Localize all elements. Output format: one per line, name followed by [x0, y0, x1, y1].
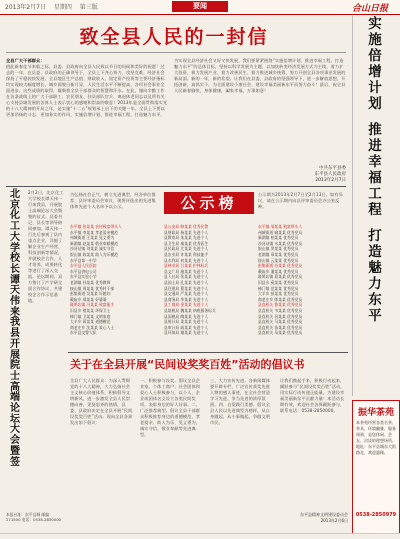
top-bar	[0, 0, 400, 15]
slogan-char: 施	[368, 32, 382, 48]
section-label: 要闻	[172, 1, 228, 12]
honor-roll-entry: 县直机关 昌某某 优秀党员	[258, 313, 303, 319]
headline-char: 校	[10, 253, 20, 265]
proposal-signatory: 东平县精神文明建设委员会	[300, 512, 348, 517]
honor-roll-entry: 银山镇 陈某某 助人为乐模范	[70, 251, 118, 257]
headline-char: 坛	[10, 413, 20, 425]
proposal-signature	[286, 512, 348, 523]
slogan-char: 东	[368, 292, 382, 308]
headline-char: 工	[10, 221, 20, 233]
headline-char: 来	[10, 306, 20, 318]
divider	[68, 352, 348, 353]
honor-roll-intro: 为弘扬社会正气，树立先进典型，经各单位推荐、县评审委员会审议，现将评选出的先进集体和先进个人名单予以公示。	[70, 192, 156, 209]
honor-roll	[70, 192, 348, 350]
slogan-2	[353, 122, 397, 218]
honor-roll-entry: 沙河站镇 刘某某 诚实守信	[70, 246, 115, 252]
honor-roll-entry: 县环保局 谢某某 先进个人	[164, 330, 209, 336]
headline-char: 端	[10, 392, 20, 404]
slogan-char: 打	[368, 228, 382, 244]
signatory-party: 中共东平县委	[319, 166, 346, 171]
slogan-char: 工	[368, 186, 382, 202]
slogan-char: 划	[368, 96, 382, 112]
headline-char: 会	[10, 435, 20, 447]
headline-char: 学	[10, 242, 20, 254]
honor-roll-column-3	[258, 224, 348, 350]
honor-roll-entry: 县财政局 杨某某 先进个人	[164, 229, 209, 235]
honor-roll-entry: 县直机关 马某某 优秀党员	[258, 319, 303, 325]
letter-title: 致全县人民的一封信	[79, 26, 269, 48]
letter-text-left: 值此新春佳节来临之际，县委、县政府向全县人民致以节日的问候和美好的祝愿！过去的一年，在县委、县政府的正确领导下，全县上下齐心协力，攻坚克难，经济社会保持了平稳较快发展。全县地区生产总值、财政收入、固定资产投资等主要经济指标均实现较大幅度增长，城乡面貌日新月异，人民生活水平不断提高，各项社会事业全面进步。这些成绩的取得，凝聚着全县干部群众的智慧和汗水。在此，谨向辛勤工作在各条战线上的广大干部职工、农民朋友、驻县部队官兵、离退休老同志以及所有关心支持县域发展的各界人士表示衷心的感谢和崇高的敬意！2013年是全面贯彻落实党的十八大精神的开局之年，是实施“十二五”规划承上启下的关键一年。全县上下要以更加昂扬的斗志、更加务实的作风，实施倍增计划，推进幸福工程，打造魅力东平。	[6, 64, 168, 117]
honor-roll-entry: 东平县人民医院	[70, 263, 97, 269]
headline-char: 大	[10, 231, 20, 243]
proposal-column-1: 全县广大人民群众：为深入贯彻党的十八大精神，大力弘扬社会主义核心价值体系，积极倡导文明新风，进一步激发全县人民崇德向善、见贤思齐的热情，县委、县政府决定在全县开展“民间设奖奖百姓”活动。现向全县各界发出如下倡议：	[70, 378, 133, 425]
honor-roll-entry: 新湖镇 柏某某 优秀党员	[258, 235, 299, 241]
slogan-char: 推	[368, 122, 382, 138]
side-news-headline	[8, 190, 22, 470]
honor-roll-entry: 州城街道 王某某 见义勇为	[70, 235, 115, 241]
honor-roll-entry: 县国税局 陶某某 先进个人	[164, 313, 209, 319]
honor-roll-entry: 彭集街道 吴某某 好媳妇	[70, 291, 111, 297]
honor-roll-entry: 新湖镇 赵某某 敬业奉献模范	[70, 240, 118, 246]
honor-roll-entry: 县住建局 曹某某 先进个人	[164, 285, 209, 291]
honor-roll-entry: 县直机关 凤某某 优秀党员	[258, 330, 303, 336]
slogan-char: 倍	[368, 48, 382, 64]
honor-roll-entry: 商老庄乡 沈某某 爱心人士	[70, 324, 115, 330]
honor-roll-entry: 县直机关 鲁某某 优秀党员	[258, 302, 303, 308]
slogan-char: 程	[368, 202, 382, 218]
honor-roll-entry: 东平镇 张某某 农村致富带头人	[70, 224, 122, 229]
slogan-char: 平	[368, 308, 382, 324]
imprint: 本报社址：东平县城 邮编：271500 电话：0538-2850000	[6, 512, 62, 522]
slogan-char: 进	[368, 138, 382, 154]
honor-roll-entry: 老湖镇 章某某 优秀党员	[258, 251, 299, 257]
side-news-text: 2月2日，北京化工大学校长谭天伟一行来我县，开展院士高端论坛大会暨签约仪式。县委书记、县长等领导陪同参加。谭天伟一行先后参观了县内重点企业，详细了解企业生产经营、科技创新等情况，并就校企合作、人才培养、成果转化等进行了深入交流。论坛期间，双方签订了产学研全面合作协议，共建校企合作示范基地。	[28, 190, 64, 303]
slogan-char: 实	[368, 16, 382, 32]
honor-roll-entry: 东平县实验小学	[70, 274, 97, 280]
honor-roll-entry: 县直机关 韦某某 优秀党员	[258, 307, 303, 313]
masthead-logo: 合山日报	[351, 4, 388, 14]
divider	[6, 186, 346, 187]
headline-char: 士	[10, 370, 20, 382]
headline-char: 院	[10, 360, 20, 372]
honor-roll-entry: 东平镇 李某某 孝老爱亲模范	[70, 229, 118, 235]
footer-rule	[0, 533, 400, 539]
headline-char: 签	[10, 456, 20, 468]
honor-roll-entry: 县林业局 吕某某 护林标兵	[164, 263, 209, 269]
headline-char: 暨	[10, 445, 20, 457]
headline-char: 展	[10, 349, 20, 361]
letter-body-right	[174, 58, 346, 166]
honor-roll-entry: 彭集街道 苏某某 优秀党员	[258, 263, 303, 269]
slogan-3	[353, 228, 397, 324]
honor-roll-entry: 县人社局 张某某 先进个人	[164, 274, 209, 280]
honor-roll-entry: 老湖镇 孙某某 优秀教师	[70, 279, 111, 285]
honor-roll-entry: 斑鸠店镇 冯某某 致富能手	[70, 302, 115, 308]
issue-info	[5, 2, 104, 11]
honor-roll-entry: 接山镇 云某某 优秀党员	[258, 257, 299, 263]
ad-title: 振华茶苑	[357, 408, 394, 418]
honor-roll-entry: 县工商局 金某某 先进个人	[164, 302, 209, 308]
slogan-char: 增	[368, 64, 382, 80]
honor-roll-entry: 斑鸠店镇 葛某某 优秀党员	[258, 274, 303, 280]
issue-weekday: 星期四	[53, 4, 72, 11]
honor-roll-entry: 县文广局 施某某 先进个人	[164, 268, 209, 274]
honor-roll-entry: 旧县乡 褚某某 环保卫士	[70, 307, 111, 313]
honor-roll-entry: 县农业局 许某某 科技能手	[164, 251, 209, 257]
honor-roll-entry: 县审计局 戚某某 先进个人	[164, 324, 209, 330]
proposal-date: 2013年2月6日	[320, 517, 348, 523]
ad-phone: 0538-2850979	[355, 512, 397, 518]
honor-roll-entry: 县水利局 何某某 先进个人	[164, 257, 209, 263]
honor-roll-entry: 梯门镇 卫某某 文明家庭	[70, 313, 111, 319]
honor-roll-entry: 县公安局 韩某某 优秀民警	[164, 224, 209, 229]
slogan-char: 福	[368, 170, 382, 186]
proposal-column-3: 三、大力宣传先进。各新闻媒体要开辟专栏，广泛宣传获奖先进人物的感人事迹，在全社会营造学习先进、争当先进的浓厚氛围。四、自觉践行美德。倡议全县人民以先进典型为榜样，从自身做起，从小事做起，争做文明市民。	[210, 378, 271, 425]
issue-page: 第三版	[79, 4, 98, 11]
headline-char: 我	[10, 317, 20, 329]
honor-roll-entry: 东平县第一中学	[70, 257, 97, 263]
letter-greeting: 全县广大干部群众：	[6, 58, 45, 63]
honor-roll-entry: 大羊乡 彭某某 优秀党员	[258, 291, 299, 297]
headline-char: 伟	[10, 296, 20, 308]
headline-char: 化	[10, 210, 20, 222]
headline-char: 长	[10, 263, 20, 275]
headline-char: 县	[10, 328, 20, 340]
honor-roll-entry: 接山镇 周某某 优秀村干部	[70, 285, 115, 291]
slogan-sidebar	[352, 16, 397, 396]
slogan-char: 力	[368, 276, 382, 292]
honor-roll-note: 公示期为2013年2月7日至2月13日。如有异议，请在公示期内向县评审委员会办公室反映。	[258, 192, 343, 209]
honor-roll-entry: 东平镇 邹某某 致富带头人	[258, 224, 303, 229]
honor-roll-entry: 银山镇 窦某某 优秀党员	[258, 246, 299, 252]
honor-roll-entry: 县交通局 严某某 先进个人	[164, 291, 209, 297]
headline-char: 高	[10, 381, 20, 393]
proposal-column-4: 让我们携起手来，积极行动起来，踊跃参与“民间设奖奖百姓”活动，用实际行动传递正能量，为建设幸福美丽新东平贡献力量！本活动长期有效，欢迎社会各界踊跃参与，联系电话：0538-2850000。	[280, 378, 345, 413]
side-news-body	[28, 190, 64, 490]
headline-char: 开	[10, 338, 20, 350]
honor-roll-entry: 县商务局 华某某 先进个人	[164, 296, 209, 302]
honor-roll-entry: 大羊乡 蒋某某 道德模范	[70, 319, 111, 325]
ad-body: 本茶苑经营各类名茶、茶具，环境幽雅，服务周到，是您休闲、会友、洽谈的理想场所。地址：东平县城东大街路北，欢迎惠顾。	[356, 420, 396, 455]
honor-roll-entry: 沙河站镇 水某某 优秀党员	[258, 240, 303, 246]
honor-roll-entry: 县地税局 魏某某 纳税服务标兵	[164, 307, 216, 313]
signatory-government: 东平县人民政府	[314, 172, 346, 177]
headline-char: 大	[10, 424, 20, 436]
headline-char: 谭	[10, 274, 20, 286]
headline-char: 论	[10, 403, 20, 415]
honor-roll-entry: 戴庙乡 潘某某 优秀党员	[258, 268, 299, 274]
slogan-char: 幸	[368, 154, 382, 170]
headline-char: 天	[10, 285, 20, 297]
slogan-char: 计	[368, 80, 382, 96]
honor-roll-entry: 县国土局 孔某某 先进个人	[164, 279, 209, 285]
honor-roll-entry: 东平县交警大队	[70, 330, 97, 336]
honor-roll-entry: 戴庙乡 郑某某 好婆婆	[70, 296, 107, 302]
honor-roll-entry: 东平县供电公司	[70, 268, 97, 274]
honor-roll-entry: 县民政局 尤某某 先进个人	[164, 246, 209, 252]
honor-roll-column-1	[70, 224, 160, 350]
honor-roll-entry: 县卫生局 秦某某 优秀医生	[164, 240, 209, 246]
honor-roll-entry: 梯门镇 范某某 优秀党员	[258, 285, 299, 291]
signature-date: 2013年2月7日	[315, 178, 346, 183]
honor-roll-entry: 商老庄乡 郎某某 优秀党员	[258, 296, 303, 302]
honor-roll-entry: 州城街道 喻某某 优秀党员	[258, 229, 303, 235]
honor-roll-entry: 县直机关 苗某某 优秀党员	[258, 324, 303, 330]
slogan-char: 造	[368, 244, 382, 260]
honor-roll-title: 公示榜	[164, 192, 254, 214]
letter-signature	[274, 166, 346, 184]
proposal-column-2: 一、积极参与设奖。倡议全县企业家、个体工商户、社会团体和爱心人士积极参与，以个人、企业或团体名义设立各类民间奖项，表彰身边的好人好事。二、广泛推荐典型。倡议全县干部群众积极推荐身边的道德模范、孝老爱亲、助人为乐、见义勇为、诚实守信、敬业奉献等先进典型。	[140, 378, 201, 437]
tea-house-ad	[352, 400, 400, 534]
headline-char: 北	[10, 189, 20, 200]
honor-roll-column-2	[164, 224, 254, 350]
issue-date: 2013年2月7日	[5, 4, 46, 11]
honor-roll-entry: 县统计局 姜某某 先进个人	[164, 319, 209, 325]
proposal-title: 关于在全县开展“民间设奖奖百姓”活动的倡议书	[70, 358, 305, 371]
slogan-1	[353, 16, 397, 112]
letter-text-right: 为实现全县经济社会又好又快发展，我们要紧紧围绕“实施倍增计划、推进幸福工程、打造魅力东平”的总体目标，坚持以科学发展为主题，以加快转变经济发展方式为主线，着力扩大投资、着力发展产业、着力改善民生、着力推进城乡统筹，努力开创全县各项事业发展的新局面。新的一年，新的希望。让我们在县委、县政府的坚强领导下，进一步解放思想，开拓创新，真抓实干，为全面建设小康社会、建设幸福美丽新东平而努力奋斗！最后，祝全县人民新春愉快，身体健康，阖家幸福，万事如意！	[174, 58, 346, 93]
divider	[6, 52, 346, 53]
honor-roll-entry: 县教育局 朱某某 先进个人	[164, 235, 209, 241]
slogan-char: 魅	[368, 260, 382, 276]
letter-body-left	[6, 58, 168, 186]
honor-roll-entry: 旧县乡 奚某某 优秀党员	[258, 279, 299, 285]
headline-char: 京	[10, 199, 20, 211]
